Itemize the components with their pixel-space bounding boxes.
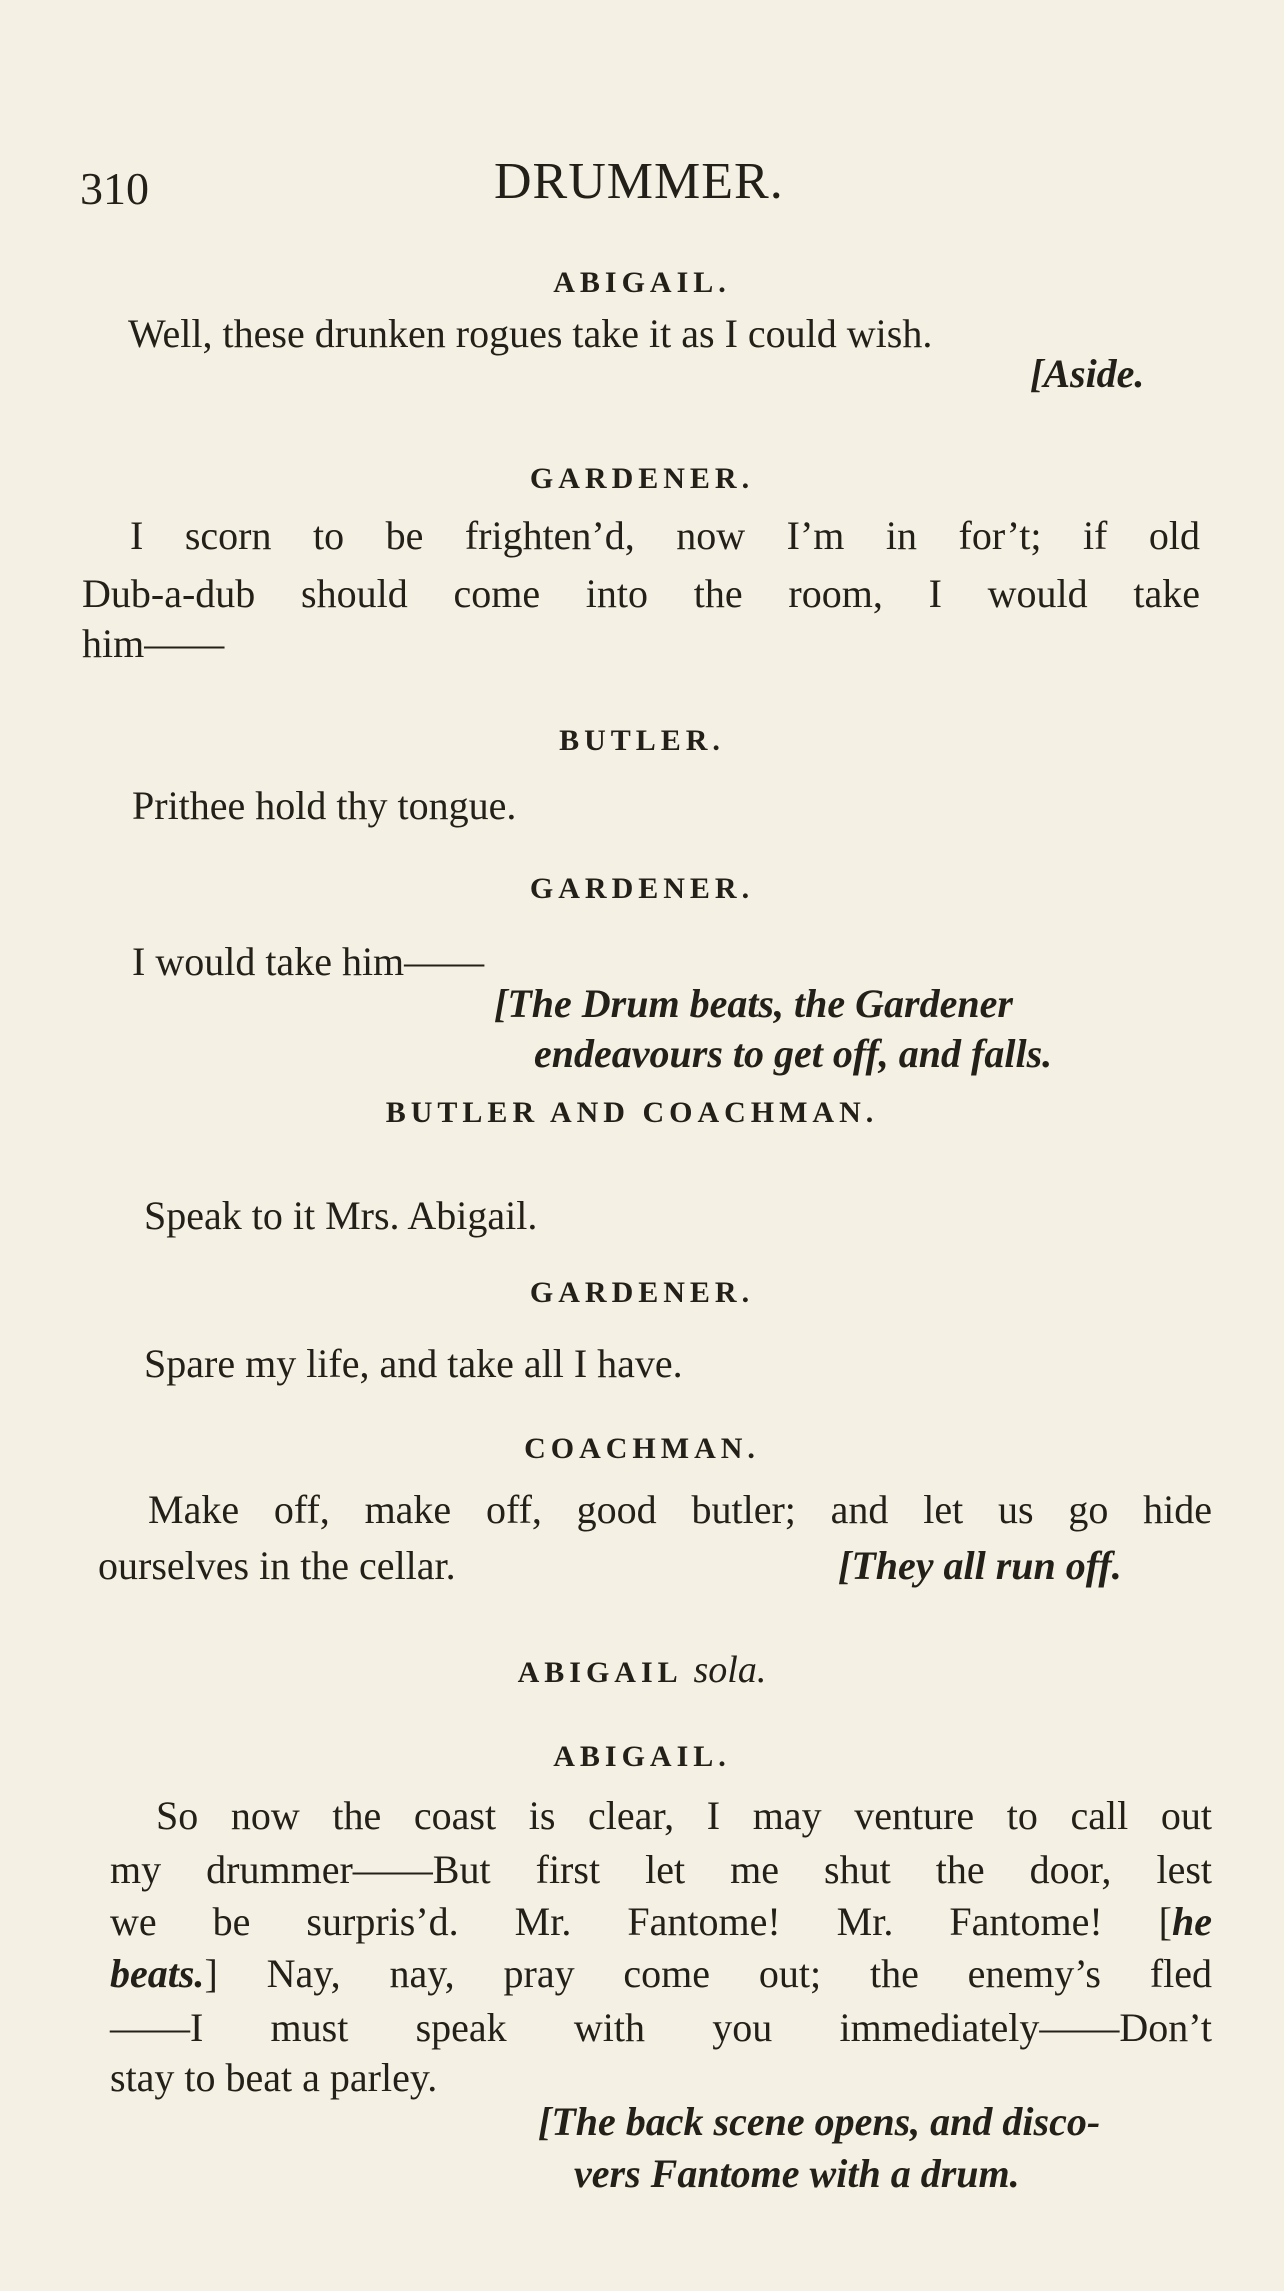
speech-line: I would take him—— xyxy=(132,939,485,984)
speech-line: him—— xyxy=(82,621,225,666)
stage-direction: [They all run off. xyxy=(838,1543,1122,1588)
speaker-name: ABIGAIL xyxy=(517,1656,682,1689)
speech-line: ——I must speak with you immediately——Don’t xyxy=(110,2005,1212,2050)
speaker-abigail: ABIGAIL. xyxy=(553,1740,731,1773)
speaker-gardener: GARDENER. xyxy=(529,462,755,495)
sola-label: sola. xyxy=(693,1649,767,1691)
speech-line: So now the coast is clear, I may venture to call out xyxy=(156,1793,1212,1838)
speech-line: Spare my life, and take all I have. xyxy=(144,1341,683,1386)
speaker-coachman: COACHMAN. xyxy=(524,1432,760,1465)
stage-direction: endeavours to get off, and falls. xyxy=(534,1031,1053,1076)
speaker-butler: BUTLER. xyxy=(559,724,725,757)
running-title: DRUMMER. xyxy=(494,153,784,210)
stage-direction: vers Fantome with a drum. xyxy=(574,2151,1020,2196)
speech-line: Well, these drunken rogues take it as I could wish. xyxy=(128,311,933,356)
speech-line: my drummer——But first let me shut the door, lest xyxy=(110,1847,1212,1892)
stage-direction: [Aside. xyxy=(1030,351,1145,396)
speaker-abigail: ABIGAIL. xyxy=(553,266,731,299)
speech-text: we be surpris’d. Mr. Fantome! Mr. Fantome! [ xyxy=(110,1899,1172,1944)
stage-direction: beats. xyxy=(110,1951,205,1996)
speech-line: I scorn to be frighten’d, now I’m in for’t; if old xyxy=(130,513,1200,558)
speech-line: Speak to it Mrs. Abigail. xyxy=(144,1193,538,1238)
speech-line: stay to beat a parley. xyxy=(110,2055,438,2100)
speech-line xyxy=(110,1898,1212,1946)
stage-direction: [The back scene opens, and disco- xyxy=(538,2099,1101,2144)
speech-line xyxy=(110,1950,1212,1998)
speaker-abigail-sola xyxy=(0,1648,1284,1692)
speaker-gardener: GARDENER. xyxy=(529,1276,755,1309)
speech-line: Prithee hold thy tongue. xyxy=(132,783,517,828)
speech-line: Dub-a-dub should come into the room, I would take xyxy=(82,571,1200,616)
stage-direction: [The Drum beats, the Gardener xyxy=(494,981,1013,1026)
speech-line: ourselves in the cellar. xyxy=(98,1543,456,1588)
speech-text: ] Nay, nay, pray come out; the enemy’s fled xyxy=(204,1951,1212,1996)
speaker-butler-and-coachman: BUTLER AND COACHMAN. xyxy=(385,1096,879,1129)
speaker-gardener: GARDENER. xyxy=(529,872,755,905)
page-number: 310 xyxy=(80,163,149,214)
speech-line: Make off, make off, good butler; and let us go hide xyxy=(148,1487,1212,1532)
page-header xyxy=(0,152,1284,212)
stage-direction: he xyxy=(1172,1899,1212,1944)
